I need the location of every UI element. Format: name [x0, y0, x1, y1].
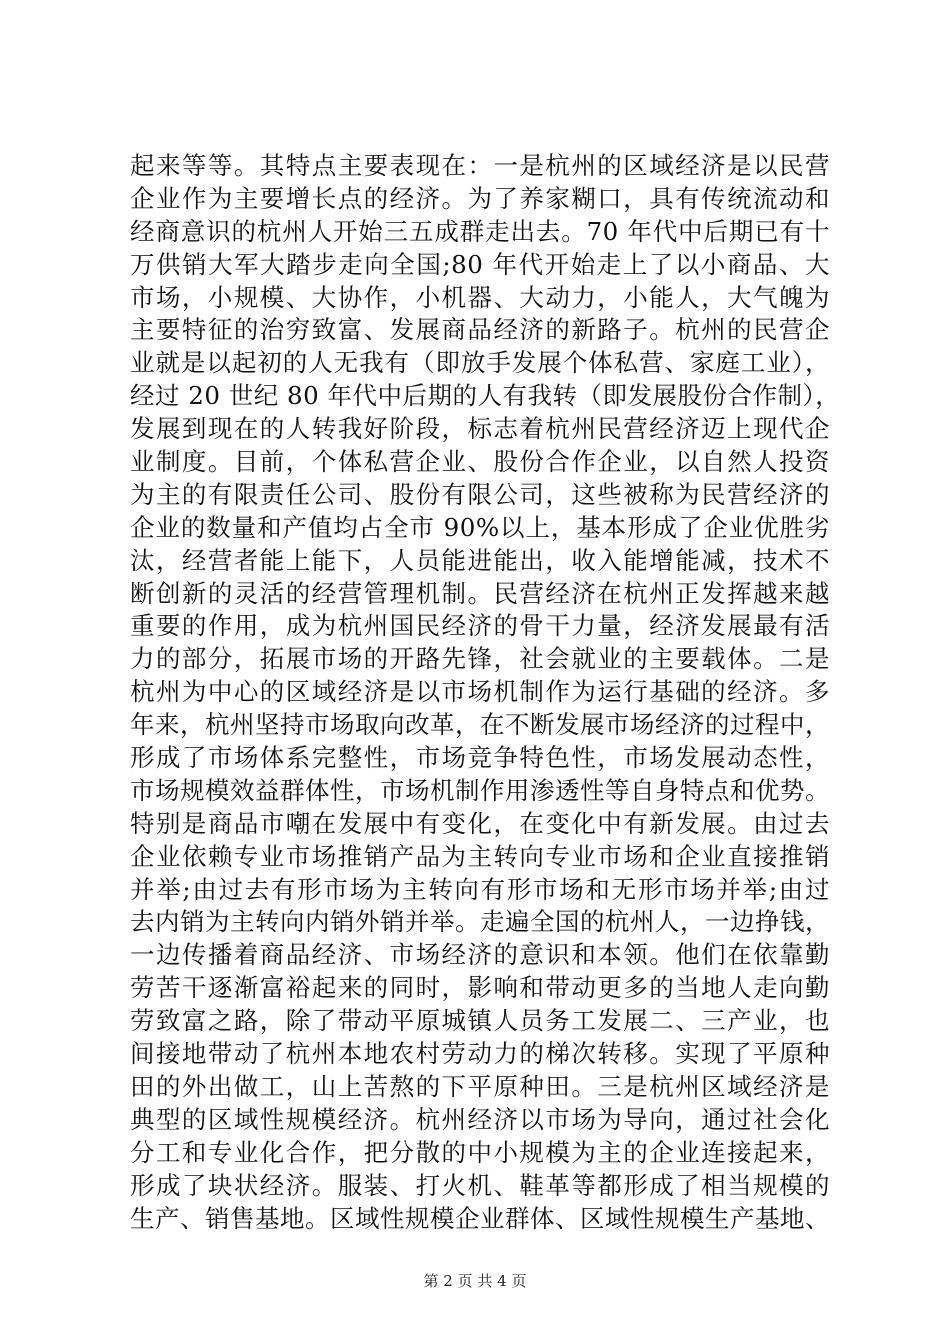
text-line: 业制度。目前，个体私营企业、股份合作企业，以自然人投资: [130, 447, 830, 477]
text-line: 劳苦干逐渐富裕起来的同时，影响和带动更多的当地人走向勤: [130, 973, 830, 1003]
text-line: 一边传播着商品经济、市场经济的意识和本领。他们在依靠勤: [130, 940, 830, 970]
text-line: 典型的区域性规模经济。杭州经济以市场为导向，通过社会化: [130, 1104, 830, 1134]
text-line: 间接地带动了杭州本地农村劳动力的梯次转移。实现了平原种: [130, 1039, 830, 1069]
text-line: 力的部分，拓展市场的开路先锋，社会就业的主要载体。二是: [130, 644, 830, 674]
text-line: 重要的作用，成为杭州国民经济的骨干力量，经济发展最有活: [130, 611, 830, 641]
text-line: 形成了块状经济。服装、打火机、鞋革等都形成了相当规模的: [130, 1170, 830, 1200]
text-line: 企业作为主要增长点的经济。为了养家糊口，具有传统流动和: [130, 183, 830, 213]
text-line: 市场，小规模、大协作，小机器、大动力，小能人，大气魄为: [130, 282, 830, 312]
text-line: 企业依赖专业市场推销产品为主转向专业市场和企业直接推销: [130, 841, 830, 871]
text-line: 主要特征的治穷致富、发展商品经济的新路子。杭州的民营企: [130, 315, 830, 345]
text-line: 断创新的灵活的经营管理机制。民营经济在杭州正发挥越来越: [130, 578, 830, 608]
text-line: 特别是商品市嘲在发展中有变化，在变化中有新发展。由过去: [130, 808, 830, 838]
text-line: 杭州为中心的区域经济是以市场机制作为运行基础的经济。多: [130, 677, 830, 707]
text-line: 去内销为主转向内销外销并举。走遍全国的杭州人，一边挣钱，: [130, 907, 830, 937]
text-line: 经过 20 世纪 80 年代中后期的人有我转（即发展股份合作制），: [130, 381, 841, 411]
text-line: 发展到现在的人转我好阶段，标志着杭州民营经济迈上现代企: [130, 414, 830, 444]
text-line: 万供销大军大踏步走向全国;80 年代开始走上了以小商品、大: [130, 249, 830, 279]
text-line: 市场规模效益群体性，市场机制作用渗透性等自身特点和优势。: [130, 775, 830, 805]
text-line: 并举;由过去有形市场为主转向有形市场和无形市场并举;由过: [130, 874, 830, 904]
text-line: 劳致富之路，除了带动平原城镇人员务工发展二、三产业，也: [130, 1006, 830, 1036]
text-line: 为主的有限责任公司、股份有限公司，这些被称为民营经济的: [130, 479, 830, 509]
text-line: 企业的数量和产值均占全市 90%以上，基本形成了企业优胜劣: [130, 512, 830, 542]
text-line: 生产、销售基地。区域性规模企业群体、区域性规模生产基地、: [130, 1203, 830, 1233]
page-footer: 第 2 页 共 4 页: [423, 1272, 527, 1290]
text-line: 分工和专业化合作，把分散的中小规模为主的企业连接起来，: [130, 1137, 830, 1167]
text-line: 起来等等。其特点主要表现在：一是杭州的区域经济是以民营: [130, 151, 830, 180]
text-line: 业就是以起初的人无我有（即放手发展个体私营、家庭工业），: [130, 348, 830, 378]
text-line: 年来，杭州坚持市场取向改革，在不断发展市场经济的过程中，: [130, 710, 830, 740]
text-line: 汰，经营者能上能下，人员能进能出，收入能增能减，技术不: [130, 545, 830, 575]
body-text: [130, 150, 841, 1235]
text-line: 田的外出做工，山上苦熬的下平原种田。三是杭州区域经济是: [130, 1071, 830, 1101]
text-line: 经商意识的杭州人开始三五成群走出去。70 年代中后期已有十: [130, 216, 830, 246]
text-line: 形成了市场体系完整性，市场竞争特色性，市场发展动态性，: [130, 743, 830, 773]
